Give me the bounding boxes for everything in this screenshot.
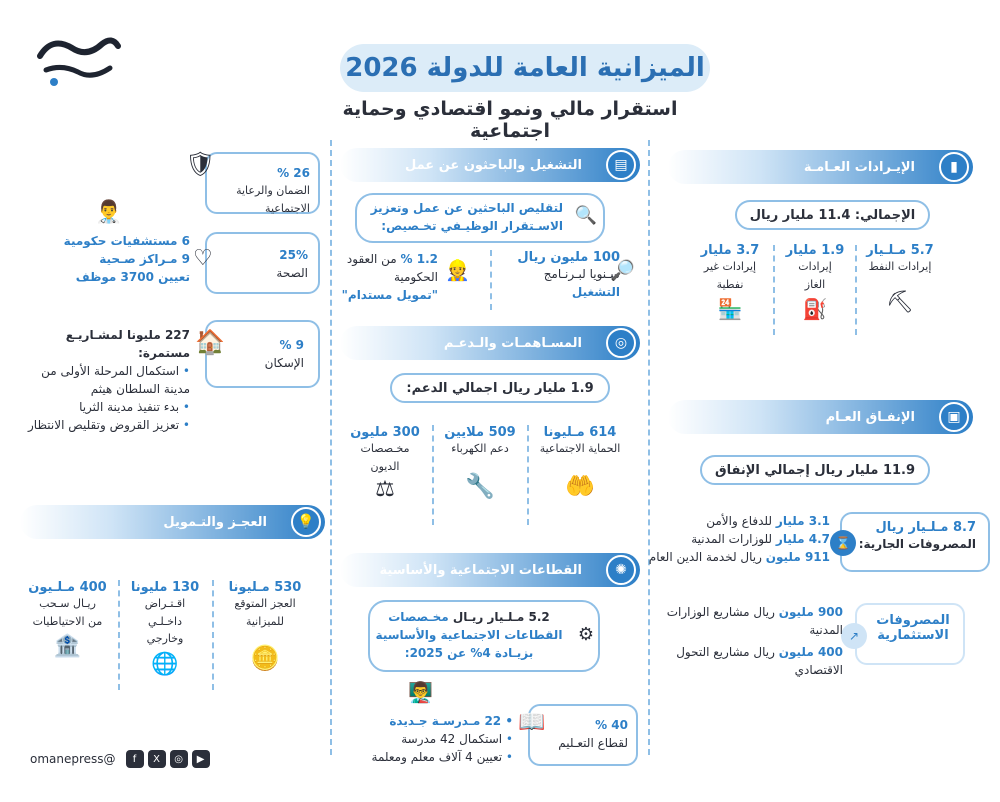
gas-cylinder-icon: ⛽ (802, 297, 828, 322)
divider (330, 140, 332, 755)
deficit-expected: 530 مـليونا العجز المتوقع للميزانية 🪙 (215, 580, 315, 672)
health-box: 25% الصحة ♡ (205, 232, 320, 294)
current-spending-box: 8.7 مـلـيار ريال المصروفات الجارية: ⌛ (840, 512, 990, 572)
house-hand-icon: 🏠 (195, 328, 225, 356)
revenue-section-header: الإيـرادات العـامـة ▮ (668, 150, 973, 184)
health-notes: 6 مستشفيات حكومية 9 مـراكز صـحية تعيين 3700 موظف (63, 234, 190, 284)
social-sectors-section-header: القطاعات الاجتماعية والأساسية ✺ (340, 553, 640, 587)
page-title: الميزانية العامة للدولة 2026 (340, 44, 710, 92)
briefcase-icon: ▤ (606, 150, 636, 180)
revenue-non-oil: 3.7 مليار إيرادات غير نفطية 🏪 (690, 243, 770, 321)
spending-section-header: الإنفـاق العـام ▣ (668, 400, 973, 434)
deficit-section-header: العجـز والتـمويل 💡 (20, 505, 325, 539)
revenue-gas: 1.9 مليار إيرادات الغاز ⛽ (775, 243, 855, 321)
oil-pump-icon: ⛏ (886, 289, 914, 315)
support-section-header: المسـاهمـات والـدعـم ◎ (340, 326, 640, 360)
hourglass-icon: ⌛ (830, 530, 856, 556)
employment-program: 100 مليون ريال سـنويا لبـرنـامج التشغيل (517, 250, 620, 299)
education-box: 40 % لقطاع التعـليم 📖 (528, 704, 638, 766)
housing-box: 9 % الإسكان 🏠 (205, 320, 320, 388)
coins-icon: ◎ (606, 328, 636, 358)
growth-chart-icon: ↗ (841, 623, 867, 649)
shield-hands-icon: 🛡 (185, 150, 216, 178)
revenue-oil: 5.7 مـلـيار إيرادات النفط ⛏ (855, 243, 945, 315)
instagram-icon[interactable]: ◎ (170, 750, 188, 768)
doctor-board-icon: 👨‍⚕️ (95, 200, 123, 225)
gear-people-icon: ⚙ (577, 624, 594, 645)
electric-tools-icon: 🔧 (465, 471, 495, 500)
page-subtitle: استقرار مالي ونمو اقتصادي وحماية اجتماعية (342, 98, 678, 142)
worker-icon: 👷 (445, 258, 470, 282)
oman-logo (32, 26, 122, 90)
employment-headline: لتقليص الباحثين عن عمل وتعزيز الاسـتقرار الوظيـفي تخـصيص: 🔍 (355, 193, 605, 243)
bar-chart-icon: ▮ (939, 152, 969, 182)
support-total: 1.9 مليار ريال اجمالي الدعم: (390, 373, 610, 403)
deficit-reserves: 400 مـلـيون ريـال سـحب من الاحتياطيات 🏦 (20, 580, 115, 659)
support-debt: 300 مليون مخـصصات الديون ⚖ (340, 425, 430, 502)
x-icon[interactable]: X (148, 750, 166, 768)
current-spending-list: 3.1 مليار للدفاع والأمن 4.7 مليار للوزارات المدنية 911 مليون ريال لخدمة الدين العام (648, 514, 830, 564)
coins-stack-icon: 🪙 (250, 644, 280, 673)
social-handle[interactable]: @omanepress (30, 752, 116, 766)
spending-total: 11.9 مليار ريال إجمالي الإنفاق (700, 455, 930, 485)
lightbulb-icon: 💡 (291, 507, 321, 537)
investment-spending-box: المصروفات الاستثمارية ↗ (855, 603, 965, 665)
housing-notes: 227 مليونا لمشـاريـع مستمرة: • استكمال المرحلة الأولى من مدينة السلطان هيثم • بدء تنفيذ مدينة الثريا • تعزيز القروض وتقليص الانتظار (28, 326, 190, 434)
magnifier-icon: 🔎 (610, 258, 635, 282)
education-list: • 22 مـدرسـة جـديدة • استكمال 42 مدرسة • تعيين 4 آلاف معلم ومعلمة (348, 712, 513, 766)
support-social: 614 مـليونا الحماية الاجتماعية 🤲 (530, 425, 630, 500)
welfare-box: 26 % الضمان والرعاية الاجتماعية 🛡 (205, 152, 320, 214)
job-search-icon: 🔍 (574, 205, 597, 226)
bank-icon: 🏦 (53, 634, 82, 660)
employment-contracts: 1.2 % من العقود الحكومية "تمويل مستدام" (341, 252, 438, 302)
investment-spending-list: 900 مليون ريال مشاريع الوزارات المدنية 400 مليون ريال مشاريع التحول الاقتصادي (666, 605, 843, 677)
teacher-icon: 👨‍🏫 (408, 680, 433, 704)
revenue-total: الإجمالي: 11.4 مليار ريال (735, 200, 930, 230)
social-links (30, 750, 210, 768)
book-icon: 📖 (518, 710, 546, 735)
hands-care-icon: 🤲 (565, 471, 595, 500)
deficit-borrowing: 130 مليونا اقـتـراض داخـلـي وخارجي 🌐 (120, 580, 210, 677)
heartbeat-icon: ♡ (193, 246, 213, 271)
employment-section-header: التشغيل والباحثون عن عمل ▤ (340, 148, 640, 182)
wallet-icon: ▣ (939, 402, 969, 432)
facebook-icon[interactable]: f (126, 750, 144, 768)
scale-icon: ⚖ (375, 477, 395, 503)
support-electricity: 509 ملايين دعم الكهرباء 🔧 (435, 425, 525, 500)
globe-money-icon: 🌐 (151, 651, 179, 677)
shop-icon: 🏪 (717, 297, 743, 322)
youtube-icon[interactable]: ▶ (192, 750, 210, 768)
network-icon: ✺ (606, 555, 636, 585)
social-sectors-headline: 5.2 مـلـيار ريـال مخـصصات القطاعات الاجتماعية والأساسية بزيـادة 4% عن 2025: ⚙ (368, 600, 600, 672)
